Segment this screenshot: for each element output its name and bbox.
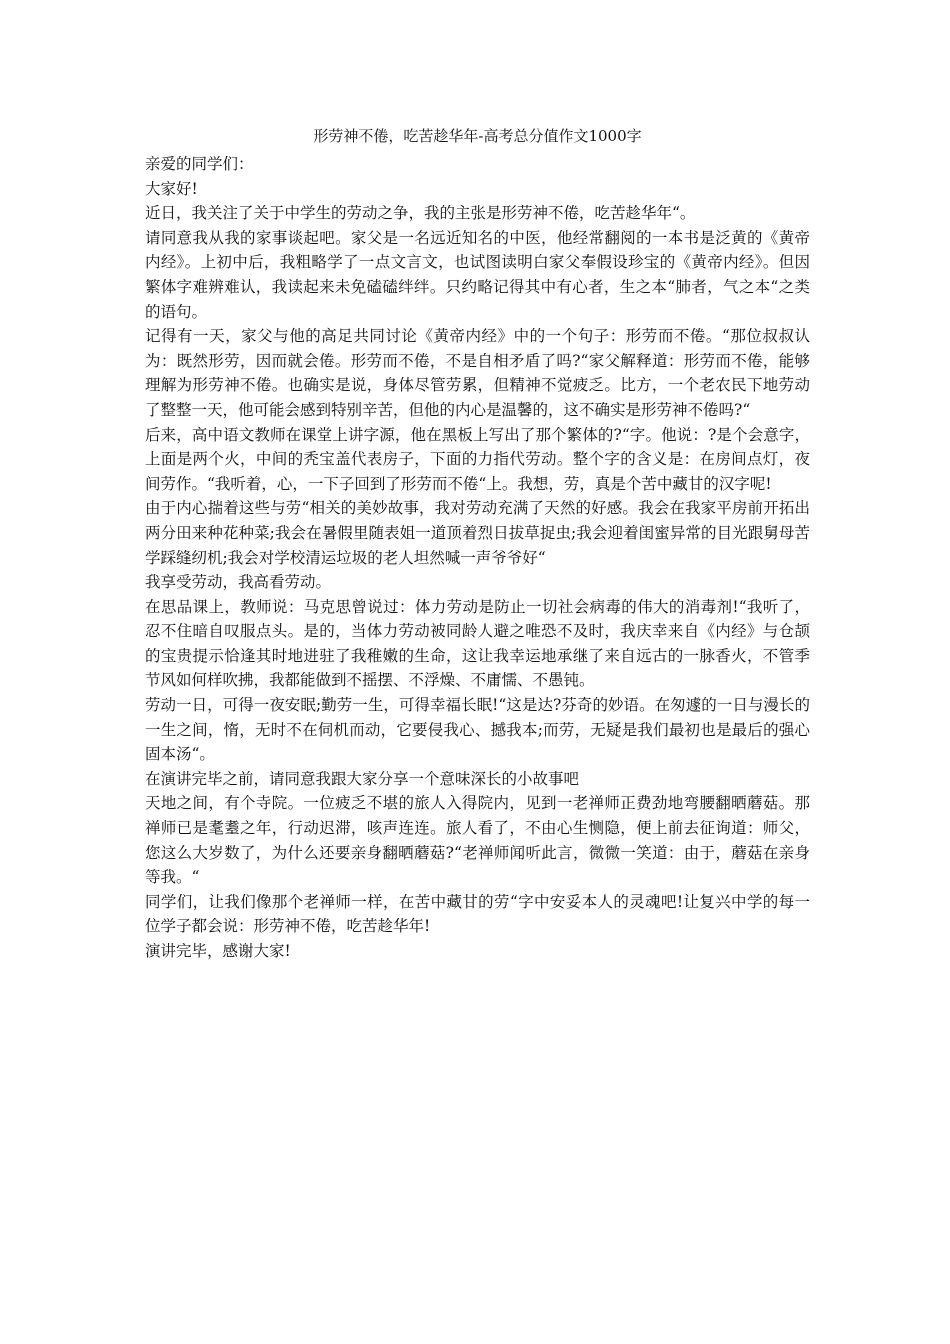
paragraph: 同学们，让我们像那个老禅师一样，在苦中藏甘的劳“字中安妥本人的灵魂吧!让复兴中学的每一位学子都会说：形劳神不倦，吃苦趁华年!: [145, 892, 810, 936]
paragraph: 请同意我从我的家事谈起吧。家父是一名远近知名的中医，他经常翻阅的一本书是泛黄的《黄帝内经》。上初中后，我粗略学了一点文言文，也试图读明白家父奉假设珍宝的《黄帝内经》。但因繁体字难辨难认，我读起来未免磕磕绊绊。只约略记得其中有心者，生之本“肺者，气之本“之类的语句。: [145, 228, 810, 321]
paragraph: 大家好!: [145, 179, 198, 198]
paragraph: 天地之间，有个寺院。一位疲乏不堪的旅人入得院内，见到一老禅师正费劲地弯腰翻晒蘑菇。那禅师已是耄耋之年，行动迟滞，咳声连连。旅人看了，不由心生恻隐，便上前去征询道：师父，您这么大岁数了，为什么还要亲身翻晒蘑菇?“老禅师闻听此言，微微一笑道：由于，蘑菇在亲身等我。“: [145, 794, 810, 887]
paragraph: 亲爱的同学们：: [145, 155, 254, 173]
document-body: [145, 152, 810, 964]
document-page: [145, 124, 810, 964]
document-title: 形劳神不倦，吃苦趁华年-高考总分值作文1000字: [313, 127, 642, 145]
paragraph: 由于内心揣着这些与劳“相关的美妙故事，我对劳动充满了天然的好感。我会在我家平房前开拓出两分田来种花种菜;我会在暑假里随表姐一道顶着烈日拔草捉虫;我会迎着闺蜜异常的目光跟舅母苦学踩缝纫机;我会对学校清运垃圾的老人坦然喊一声爷爷好“: [145, 499, 810, 567]
paragraph: 演讲完毕，感谢大家!: [145, 942, 291, 960]
paragraph: 劳动一日，可得一夜安眠;勤劳一生，可得幸福长眠!“这是达?芬奇的妙语。在匆遽的一日与漫长的一生之间，惰，无时不在伺机而动，它要侵我心、撼我本;而劳，无疑是我们最初也是最后的强心固本汤“。: [145, 696, 810, 764]
paragraph: 我享受劳动，我高看劳动。: [145, 573, 332, 592]
paragraph: 近日，我关注了关于中学生的劳动之争，我的主张是形劳神不倦，吃苦趁华年“。: [145, 204, 696, 223]
paragraph: 后来，高中语文教师在课堂上讲字源，他在黑板上写出了那个繁体的?“字。他说：?是个会意字，上面是两个火，中间的秃宝盖代表房子，下面的力指代劳动。整个字的含义是：在房间点灯，夜间劳作。“我听着，心，一下子回到了形劳而不倦“上。我想，劳，真是个苦中藏甘的汉字呢!: [145, 425, 810, 493]
paragraph: 记得有一天，家父与他的高足共同讨论《黄帝内经》中的一个句子：形劳而不倦。“那位叔叔认为：既然形劳，因而就会倦。形劳而不倦，不是自相矛盾了吗?“家父解释道：形劳而不倦，能够理解为形劳神不倦。也确实是说，身体尽管劳累，但精神不觉疲乏。比方，一个老农民下地劳动了整整一天，他可能会感到特别辛苦，但他的内心是温馨的，这不确实是形劳神不倦吗?“: [145, 327, 810, 419]
paragraph: 在思品课上，教师说：马克思曾说过：体力劳动是防止一切社会病毒的伟大的消毒剂!“我听了，忍不住暗自叹服点头。是的，当体力劳动被同龄人避之唯恐不及时，我庆幸来自《内经》与仓颉的宝贵提示恰逢其时地进驻了我稚嫩的生命，这让我幸运地承继了来自远古的一脉香火，不管季节风如何样吹拂，我都能做到不摇摆、不浮燥、不庸懦、不愚钝。: [145, 597, 810, 690]
paragraph: 在演讲完毕之前，请同意我跟大家分享一个意味深长的小故事吧: [145, 769, 580, 788]
